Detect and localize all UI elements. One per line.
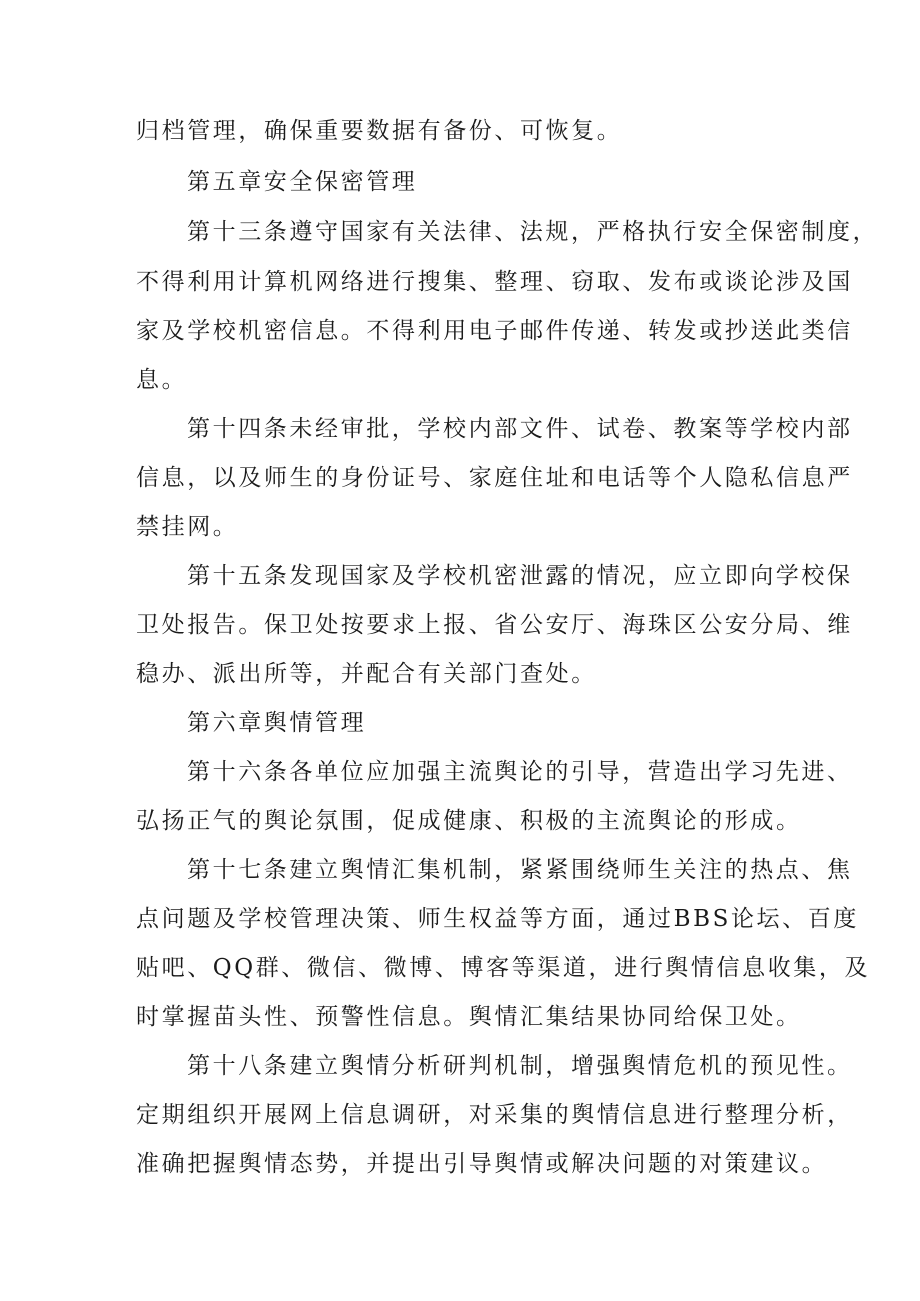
chapter-heading: 第六章舆情管理 (187, 710, 367, 736)
paragraph-line: 定期组织开展网上信息调研，对采集的舆情信息进行整理分析， (136, 1102, 853, 1128)
paragraph-line: 贴吧、QQ群、微信、微博、博客等渠道，进行舆情信息收集，及 (136, 955, 871, 981)
paragraph-line: 第十五条发现国家及学校机密泄露的情况，应立即向学校保 (187, 563, 853, 589)
paragraph-line: 弘扬正气的舆论氛围，促成健康、积极的主流舆论的形成。 (136, 808, 802, 834)
paragraph-line: 信息，以及师生的身份证号、家庭住址和电话等个人隐私信息严 (136, 465, 853, 491)
paragraph-line: 家及学校机密信息。不得利用电子邮件传递、转发或抄送此类信 (136, 318, 853, 344)
paragraph-line: 第十六条各单位应加强主流舆论的引导，营造出学习先进、 (187, 759, 853, 785)
paragraph-line: 第十七条建立舆情汇集机制，紧紧围绕师生关注的热点、焦 (187, 857, 853, 883)
paragraph-line: 第十八条建立舆情分析研判机制，增强舆情危机的预见性。 (187, 1053, 853, 1079)
paragraph-line: 第十四条未经审批，学校内部文件、试卷、教案等学校内部 (187, 416, 853, 442)
paragraph-line: 稳办、派出所等，并配合有关部门查处。 (136, 661, 597, 687)
paragraph-line: 息。 (136, 367, 188, 393)
paragraph-line: 时掌握苗头性、预警性信息。舆情汇集结果协同给保卫处。 (136, 1004, 802, 1030)
paragraph-line: 准确把握舆情态势，并提出引导舆情或解决问题的对策建议。 (136, 1151, 828, 1177)
paragraph-line: 点问题及学校管理决策、师生权益等方面，通过BBS论坛、百度 (136, 906, 859, 932)
chapter-heading: 第五章安全保密管理 (187, 169, 418, 195)
paragraph-line: 卫处报告。保卫处按要求上报、省公安厅、海珠区公安分局、维 (136, 612, 853, 638)
paragraph-line: 归档管理，确保重要数据有备份、可恢复。 (136, 118, 623, 144)
paragraph-line: 禁挂网。 (136, 514, 239, 540)
paragraph-line: 第十三条遵守国家有关法律、法规，严格执行安全保密制度， (187, 219, 879, 245)
paragraph-line: 不得利用计算机网络进行搜集、整理、窃取、发布或谈论涉及国 (136, 269, 853, 295)
